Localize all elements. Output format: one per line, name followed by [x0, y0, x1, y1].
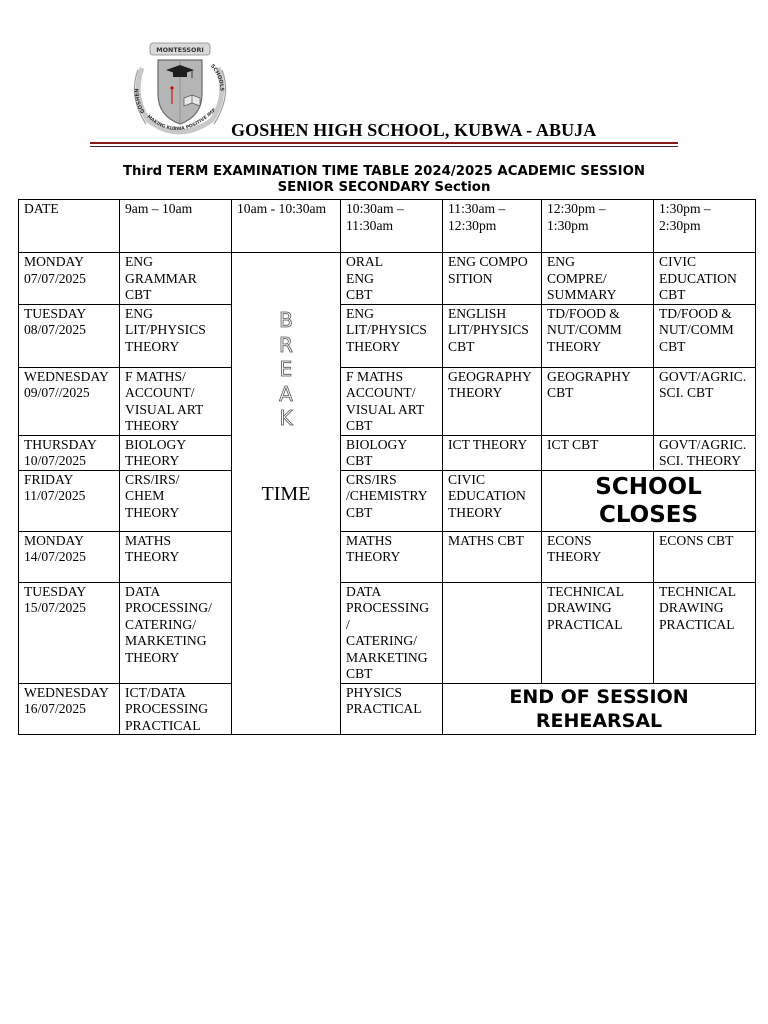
date-cell: THURSDAY 10/07/2025	[19, 435, 120, 470]
exam-cell: DATA PROCESSING / CATERING/ MARKETING CBT	[341, 582, 443, 683]
end-of-session-notice: END OF SESSION REHEARSAL	[443, 683, 756, 735]
date-cell: WEDNESDAY 09/07//2025	[19, 367, 120, 435]
date-cell: TUESDAY 08/07/2025	[19, 304, 120, 367]
table-row	[19, 367, 756, 435]
table-row	[19, 304, 756, 367]
date-cell: WEDNESDAY 16/07/2025	[19, 683, 120, 735]
school-closes-notice: SCHOOL CLOSES	[542, 470, 756, 531]
break-time-label: TIME	[261, 483, 311, 505]
header-rule	[90, 142, 678, 144]
column-header: 11:30am – 12:30pm	[443, 200, 542, 253]
exam-cell: GOVT/AGRIC. SCI. THEORY	[654, 435, 756, 470]
exam-cell: GOVT/AGRIC. SCI. CBT	[654, 367, 756, 435]
exam-cell: DATA PROCESSING/ CATERING/ MARKETING THEORY	[120, 582, 232, 683]
exam-cell: TECHNICAL DRAWING PRACTICAL	[654, 582, 756, 683]
table-row	[19, 435, 756, 470]
exam-cell: ENG LIT/PHYSICS THEORY	[341, 304, 443, 367]
column-header: 10:30am – 11:30am	[341, 200, 443, 253]
exam-cell	[443, 582, 542, 683]
exam-cell: ENG GRAMMAR CBT	[120, 253, 232, 305]
exam-cell: ENG LIT/PHYSICS THEORY	[120, 304, 232, 367]
document-title	[0, 164, 768, 196]
break-time-cell	[232, 253, 341, 735]
date-cell: FRIDAY 11/07/2025	[19, 470, 120, 531]
exam-cell: ENG COMPO SITION	[443, 253, 542, 305]
exam-timetable	[18, 199, 756, 735]
logo-motto: MAKING KUBWA POSITIVE IMP	[145, 108, 217, 133]
exam-cell: MATHS CBT	[443, 531, 542, 582]
column-header: 10am - 10:30am	[232, 200, 341, 253]
logo-left-text: GOSHEN	[134, 88, 147, 115]
date-cell: TUESDAY 15/07/2025	[19, 582, 120, 683]
school-name: GOSHEN HIGH SCHOOL, KUBWA - ABUJA	[231, 120, 597, 140]
exam-cell: GEOGRAPHY THEORY	[443, 367, 542, 435]
exam-cell: MATHS THEORY	[341, 531, 443, 582]
exam-cell: ECONS THEORY	[542, 531, 654, 582]
column-header: DATE	[19, 200, 120, 253]
date-cell: MONDAY 07/07/2025	[19, 253, 120, 305]
exam-cell: CRS/IRS/ CHEM THEORY	[120, 470, 232, 531]
table-row	[19, 582, 756, 683]
exam-cell: CIVIC EDUCATION CBT	[654, 253, 756, 305]
exam-cell: PHYSICS PRACTICAL	[341, 683, 443, 735]
exam-cell: ECONS CBT	[654, 531, 756, 582]
logo-right-text: SCHOOLS	[208, 63, 225, 92]
date-cell: MONDAY 14/07/2025	[19, 531, 120, 582]
title-line-2: SENIOR SECONDARY Section	[277, 180, 491, 195]
header-row	[19, 200, 756, 253]
exam-cell: MATHS THEORY	[120, 531, 232, 582]
header-rule-thin	[90, 146, 678, 147]
school-logo	[128, 40, 232, 140]
table-row	[19, 531, 756, 582]
column-header: 12:30pm – 1:30pm	[542, 200, 654, 253]
exam-cell: TD/FOOD & NUT/COMM THEORY	[542, 304, 654, 367]
exam-cell: BIOLOGY THEORY	[120, 435, 232, 470]
table-row	[19, 470, 756, 531]
break-label: B R E A K	[279, 308, 293, 430]
exam-cell: ICT THEORY	[443, 435, 542, 470]
svg-text:GOSHEN	[134, 88, 146, 114]
exam-cell: ICT CBT	[542, 435, 654, 470]
exam-cell: TD/FOOD & NUT/COMM CBT	[654, 304, 756, 367]
exam-cell: CRS/IRS /CHEMISTRY CBT	[341, 470, 443, 531]
exam-cell: F MATHS ACCOUNT/ VISUAL ART CBT	[341, 367, 443, 435]
exam-cell: F MATHS/ ACCOUNT/ VISUAL ART THEORY	[120, 367, 232, 435]
exam-cell: CIVIC EDUCATION THEORY	[443, 470, 542, 531]
table-row	[19, 253, 756, 305]
exam-cell: ENG COMPRE/ SUMMARY	[542, 253, 654, 305]
exam-cell: ORAL ENG CBT	[341, 253, 443, 305]
exam-cell: GEOGRAPHY CBT	[542, 367, 654, 435]
exam-cell: ICT/DATA PROCESSING PRACTICAL	[120, 683, 232, 735]
table-row	[19, 683, 756, 735]
logo-top-text: MONTESSORI	[156, 46, 204, 54]
exam-cell: ENGLISH LIT/PHYSICS CBT	[443, 304, 542, 367]
column-header: 9am – 10am	[120, 200, 232, 253]
exam-cell: BIOLOGY CBT	[341, 435, 443, 470]
title-line-1: Third TERM EXAMINATION TIME TABLE 2024/2025 ACADEMIC SESSION	[122, 164, 646, 179]
column-header: 1:30pm – 2:30pm	[654, 200, 756, 253]
exam-cell: TECHNICAL DRAWING PRACTICAL	[542, 582, 654, 683]
